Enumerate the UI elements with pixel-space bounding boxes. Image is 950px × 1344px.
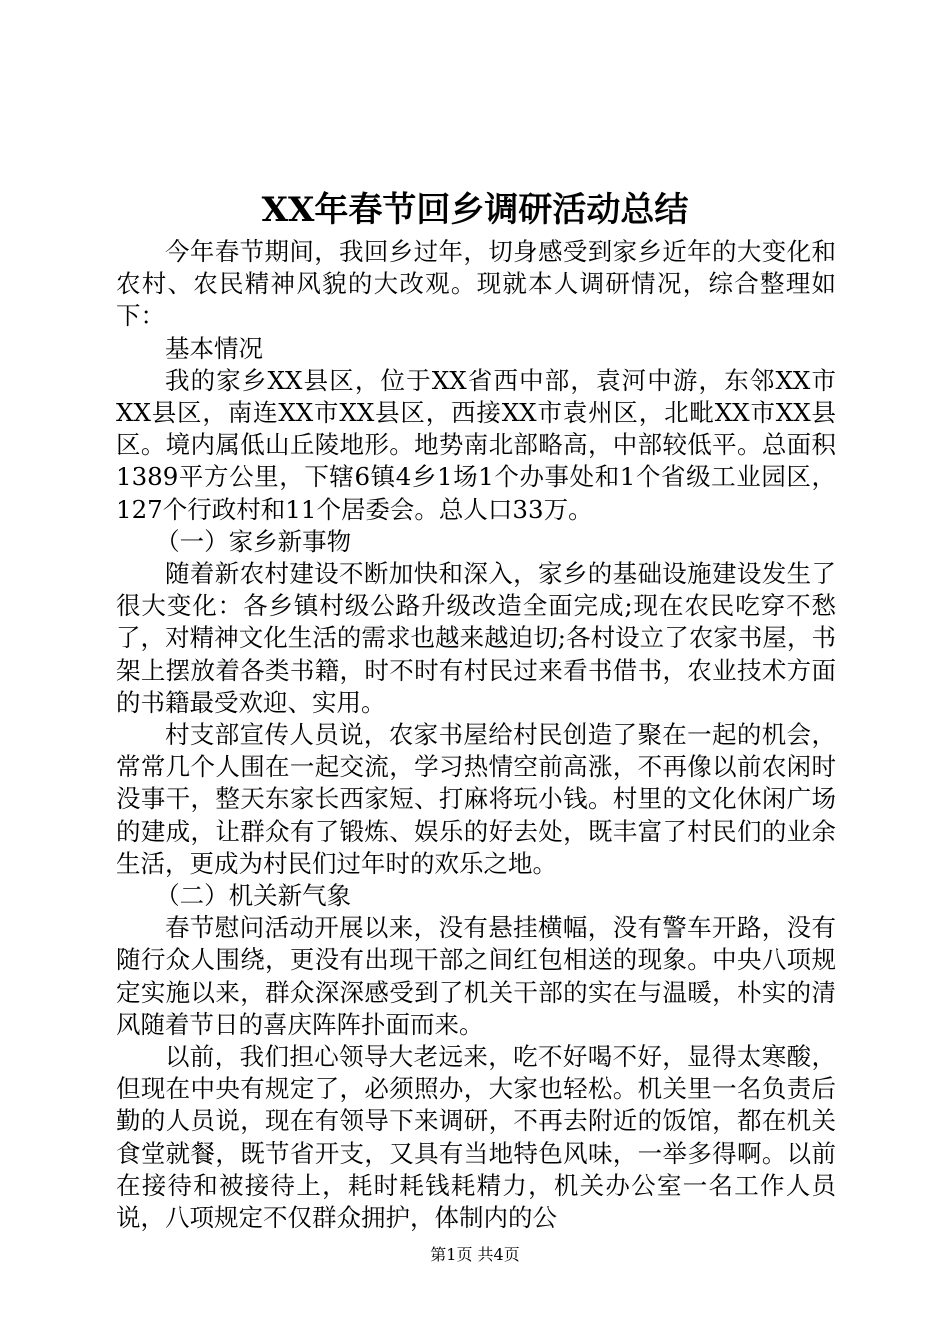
section-heading-new-atmosphere: （二）机关新气象 (155, 881, 352, 911)
paragraph-intro: 今年春节期间，我回乡过年，切身感受到家乡近年的大变化和农村、农民精神风貌的大改观。现就本人调研情况，综合整理如下： (116, 237, 836, 331)
document-title: XX年春节回乡调研活动总结 (261, 190, 689, 230)
paragraph-basic-info: 我的家乡XX县区，位于XX省西中部，袁河中游，东邻XX市XX县区，南连XX市XX县区，西接XX市袁州区，北毗XX市XX县区。境内属低山丘陵地形。地势南北部略高，中部较低平。总面积1389平方公里，下辖6镇4乡1场1个办事处和1个省级工业园区，127个行政村和11个居委会。总人口33万。 (116, 365, 836, 524)
paragraph-library: 村支部宣传人员说，农家书屋给村民创造了聚在一起的机会，常常几个人围在一起交流，学习热情空前高涨，不再像以前农闲时没事干，整天东家长西家短、打麻将玩小钱。村里的文化休闲广场的建成，让群众有了锻炼、娱乐的好去处，既丰富了村民们的业余生活，更成为村民们过年时的欢乐之地。 (116, 720, 836, 878)
paragraph-spring-visit: 春节慰问活动开展以来，没有悬挂横幅，没有警车开路，没有随行众人围绕，更没有出现干部之间红包相送的现象。中央八项规定实施以来，群众深深感受到了机关干部的实在与温暖，朴实的清风随着节日的喜庆阵阵扑面而来。 (116, 913, 836, 1039)
section-heading-basic: 基本情况 (165, 333, 263, 363)
paragraph-reception: 以前，我们担心领导大老远来，吃不好喝不好，显得太寒酸，但现在中央有规定了，必须照办，大家也轻松。机关里一名负责后勤的人员说，现在有领导下来调研，不再去附近的饭馆，都在机关食堂就餐，既节省开支，又具有当地特色风味，一举多得啊。以前在接待和被接待上，耗时耗钱耗精力，机关办公室一名工作人员说，八项规定不仅群众拥护，体制内的公 (116, 1042, 836, 1233)
section-heading-new-things: （一）家乡新事物 (155, 526, 352, 556)
document-body (116, 236, 836, 1234)
page-number-footer: 第1页 共4页 (430, 1245, 520, 1264)
paragraph-new-village: 随着新农村建设不断加快和深入，家乡的基础设施建设发生了很大变化：各乡镇村级公路升级改造全面完成;现在农民吃穿不愁了，对精神文化生活的需求也越来越迫切;各村设立了农家书屋，书架上摆放着各类书籍，时不时有村民过来看书借书，农业技术方面的书籍最受欢迎、实用。 (116, 559, 836, 717)
